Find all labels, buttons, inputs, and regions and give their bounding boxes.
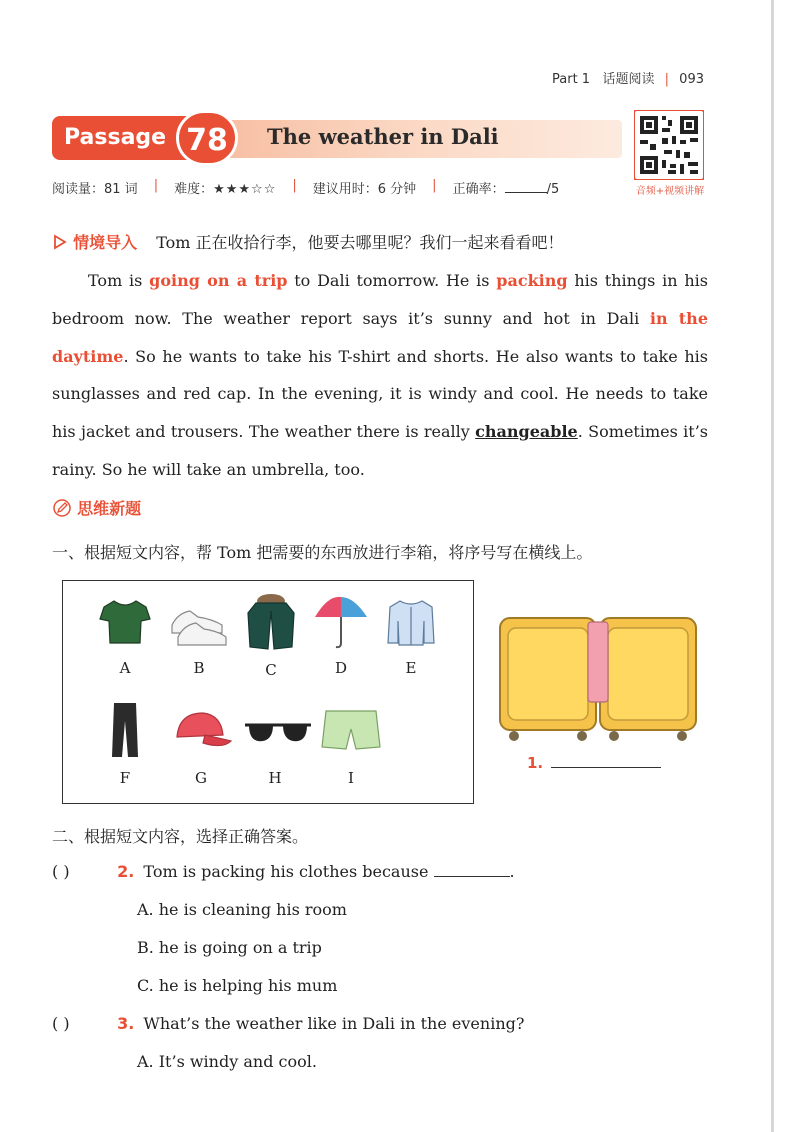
option-a[interactable]: A. he is cleaning his room [137,900,347,919]
suggested-time: 建议用时：6 分钟 [312,182,417,197]
question-text: What’s the weather like in Dali in the evening? [143,1014,525,1033]
q1-text: 把需要的东西放进行李箱，将序号写在横线上。 [251,543,593,562]
item-letter: E [405,659,417,677]
item-letter: F [119,769,131,787]
underlined-word: changeable [475,422,578,442]
section-label: 话题阅读 [602,72,655,87]
thinking-label: 思维新题 [77,499,142,518]
answer-1-blank[interactable] [551,767,661,768]
option-b[interactable]: B. he is going on a trip [137,938,322,957]
passage-text: . So he wants to take his T-shirt and shorts. He also wants to take his sunglasses and red cap. In the evening, it is windy and cool. He needs to take his jacket and trousers. The weather there is really [52,346,708,442]
item-letter: D [334,659,348,677]
passage-body [52,262,708,489]
intro-line [52,230,564,253]
difficulty-stars: ★★★☆☆ [213,182,277,197]
q1-instruction [52,540,592,563]
accuracy-label: 正确率： [452,182,505,197]
intro-text: Tom 正在收拾行李，他要去哪里呢？我们一起来看看吧！ [156,233,564,252]
item-jacket[interactable] [239,591,303,679]
passage-title: The weather in Dali [267,124,499,149]
item-coat[interactable] [379,595,443,677]
qr-caption: 音频+视频讲解 [635,186,705,197]
highlight-phrase: going on a trip [149,271,288,290]
pencil-circle-icon [52,498,72,518]
page-header: Part 1 话题阅读 | 093 [552,72,704,87]
item-cap[interactable] [169,705,233,787]
accuracy [453,178,560,197]
answer-1 [527,754,661,772]
thinking-heading [52,496,141,519]
option-c[interactable]: C. he is helping his mum [137,976,338,995]
q1-text-en: Tom [217,543,252,562]
reading-meta: 阅读量：81 词 | 难度：★★★☆☆ | 建议用时：6 分钟 | 正确率： /5 [52,178,560,197]
qr-code-icon[interactable] [634,110,704,180]
accuracy-blank[interactable] [505,192,547,193]
item-sneakers[interactable] [167,595,231,677]
jacket-icon [242,591,300,653]
passage-label: Passage [52,116,190,160]
item-letter: A [119,659,131,677]
item-letter: I [348,769,354,787]
accuracy-total: /5 [546,182,560,197]
page-edge [771,0,774,1132]
question-number: 3. [117,1014,135,1033]
item-trousers[interactable] [93,701,157,787]
passage-text: Tom is [88,271,150,290]
page-number: 093 [679,72,704,87]
part-label: Part 1 [552,72,591,87]
difficulty-label: 难度： [174,182,214,197]
suitcase-icon [498,614,698,744]
passage-banner [52,112,622,162]
item-letter: C [265,661,277,679]
q1-text: 一、根据短文内容，帮 [52,543,218,562]
tshirt-icon [96,595,154,651]
passage-text: . Sometimes it’s rainy. So he will take an umbrella, too. [52,422,709,479]
umbrella-icon [311,595,371,651]
item-letter: G [195,769,207,787]
item-sunglasses[interactable] [243,705,307,787]
answer-paren[interactable]: ( ) [52,862,70,881]
passage-text: his things in his bedroom now. The weather report says it’s sunny and hot in Dali [52,271,709,328]
items-box [62,580,474,804]
question-blank [434,876,510,877]
question-number: 1. [527,754,544,772]
answer-paren[interactable]: ( ) [52,1014,70,1033]
passage-number: 78 [176,110,238,166]
item-umbrella[interactable] [309,595,373,677]
question-text-end: . [509,862,515,881]
difficulty [174,178,276,197]
item-letter: B [193,659,205,677]
highlight-phrase: in the daytime [52,308,708,366]
sneakers-icon [168,595,230,651]
option-a[interactable]: A. It’s windy and cool. [137,1052,317,1071]
item-shorts[interactable] [319,705,383,787]
passage-text: to Dali tomorrow. He is [287,271,497,290]
shorts-icon [320,705,382,761]
q2-instruction: 二、根据短文内容，选择正确答案。 [52,827,309,846]
question-number: 2. [117,862,135,881]
item-tshirt[interactable] [93,595,157,677]
question-2 [52,862,515,881]
item-letter: H [268,769,282,787]
intro-label: 情境导入 [73,233,138,252]
question-3 [52,1014,524,1033]
question-text: Tom is packing his clothes because [143,862,429,881]
trousers-icon [100,701,150,761]
play-arrow-icon [52,234,68,250]
sunglasses-icon [243,705,313,761]
coat-icon [382,595,440,651]
highlight-phrase: packing [496,271,568,290]
cap-icon [169,705,233,761]
word-count: 阅读量：81 词 [52,182,138,197]
